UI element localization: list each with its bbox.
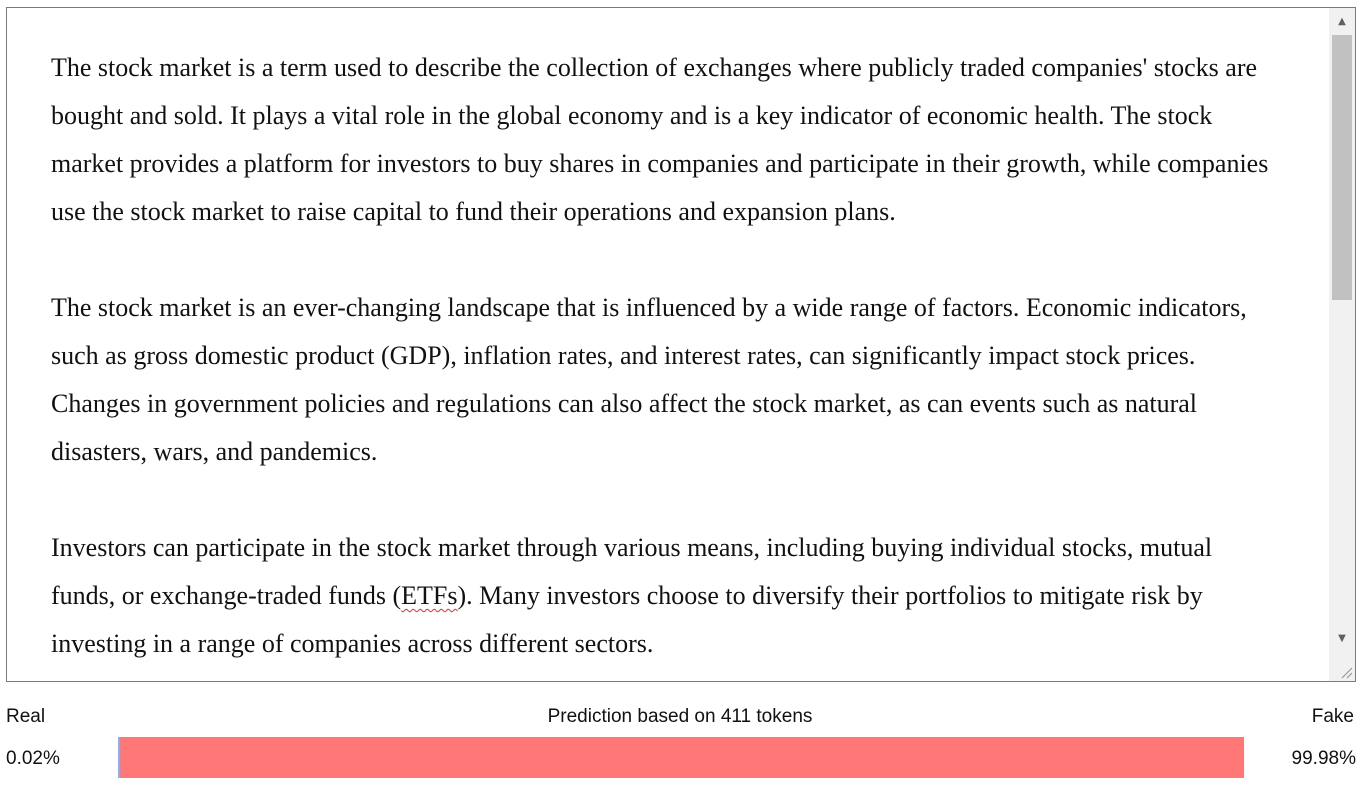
paragraph-2: The stock market is an ever-changing landscape that is influenced by a wide range of factors. Economic indicators, such as gross domestic product (GDP), inflation rates, and interest rates, can significantly impact stock prices. Changes in government policies and regulations can also affect the stock market, as can events such as natural disasters, wars, and pandemics. — [51, 293, 1254, 466]
paragraph-3 — [51, 524, 1281, 668]
prediction-bar — [118, 737, 1244, 778]
resize-grip-icon[interactable] — [1339, 665, 1353, 679]
real-label: Real — [6, 706, 46, 727]
scrollbar-thumb[interactable] — [1332, 35, 1352, 300]
paragraph-1: The stock market is a term used to describe the collection of exchanges where publicly traded companies' stocks are bought and sold. It plays a vital role in the global economy and is a key indicator of economic health. The stock market provides a platform for investors to buy shares in companies and participate in their growth, while companies use the stock market to raise capital to fund their operations and expansion plans. — [51, 53, 1275, 226]
fake-label: Fake — [1311, 706, 1354, 727]
text-content[interactable] — [51, 44, 1281, 682]
arrow-up-icon[interactable]: ▲ — [1338, 15, 1346, 27]
paragraph-3-part-2: ). Many investors choose to diversify their portfolios to mitigate risk by investing in a range of companies across different sectors. — [51, 581, 1210, 658]
vertical-scrollbar[interactable] — [1329, 8, 1355, 681]
misspelled-word[interactable]: ETFs — [401, 581, 458, 610]
real-fill — [118, 737, 120, 778]
prediction-summary: Prediction based on 411 tokens — [547, 706, 813, 727]
text-input-area[interactable] — [6, 7, 1356, 682]
paragraph-3-part-1: Investors can participate in the stock market through various means, including buying individual stocks, mutual funds, or exchange-traded funds ( — [51, 533, 1219, 610]
fake-percent: 99.98% — [1291, 748, 1356, 769]
arrow-down-icon[interactable]: ▼ — [1338, 632, 1346, 644]
real-percent: 0.02% — [6, 748, 60, 769]
